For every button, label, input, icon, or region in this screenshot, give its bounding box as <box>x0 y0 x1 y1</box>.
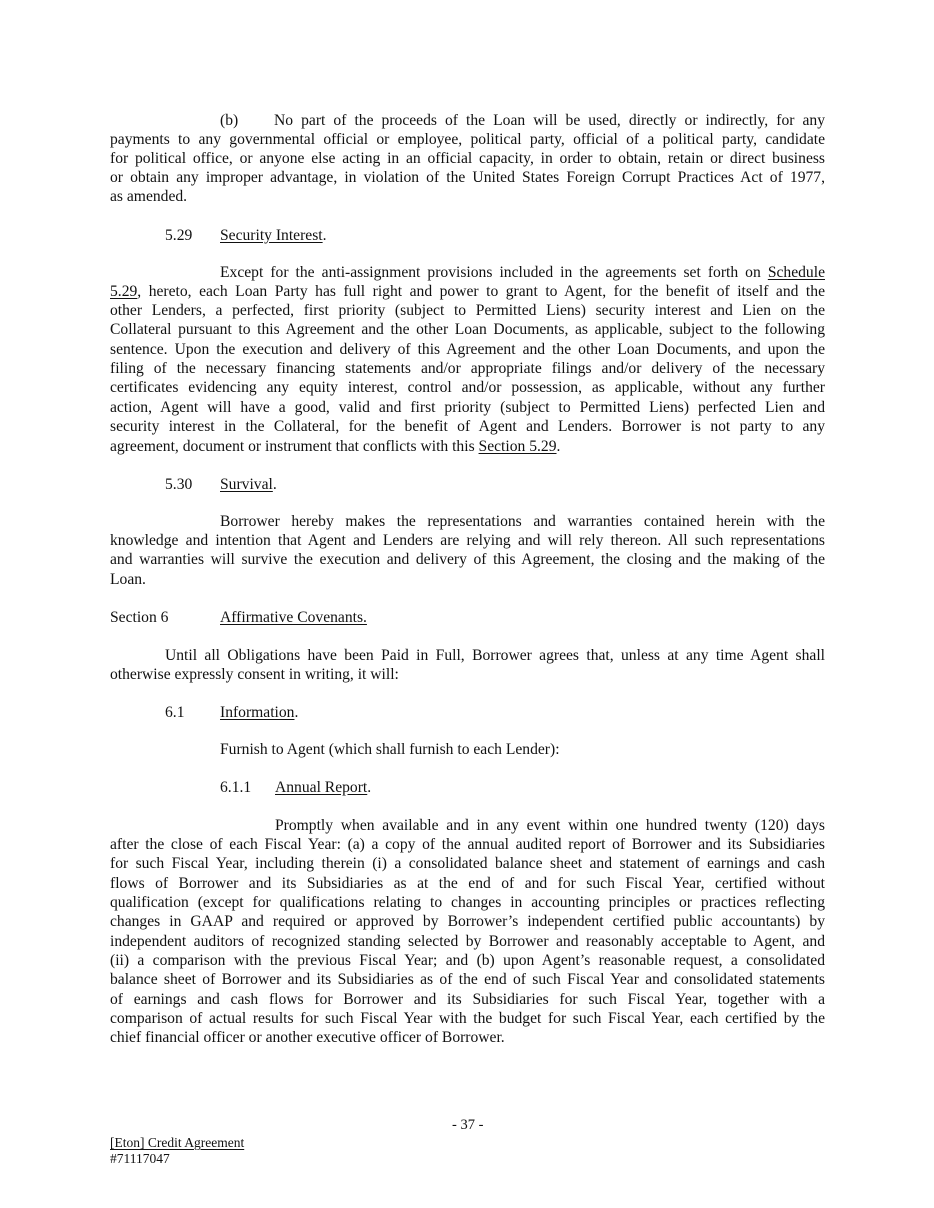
clause-b-line-4: or obtain any improper advantage, in violation of the United States Foreign Corrupt Practices Act of 1977, <box>110 169 825 186</box>
sec-6-1-1-line-7: independent auditors of recognized standing selected by Borrower and reasonably acceptable to Agent, and <box>110 933 825 950</box>
section-heading-6-1: Information. <box>220 704 299 721</box>
section-heading-6-1-1: Annual Report. <box>275 779 372 796</box>
section-number-6-1-1: 6.1.1 <box>220 779 252 796</box>
section-title-survival: Survival <box>220 476 273 493</box>
section-6-title: Affirmative Covenants. <box>220 609 367 626</box>
section-6-label: Section 6 <box>110 609 169 626</box>
section-6-intro-line-2: otherwise expressly consent in writing, it will: <box>110 666 399 683</box>
section-title-security-interest: Security Interest <box>220 227 323 244</box>
section-6-intro-line-1: Until all Obligations have been Paid in Full, Borrower agrees that, unless at any time Agent shall <box>165 647 825 664</box>
sec-5-30-line-1: Borrower hereby makes the representations and warranties contained herein with the <box>220 513 825 530</box>
schedule-5-29-link: Schedule <box>767 264 825 281</box>
sec-5-29-line-8: action, Agent will have a good, valid and first priority (subject to Permitted Liens) perfected Lien and <box>110 399 825 416</box>
sec-5-29-line-5: sentence. Upon the execution and delivery of this Agreement and the other Loan Documents, and upon the <box>110 341 825 358</box>
sec-6-1-1-line-8: (ii) a comparison with the previous Fiscal Year; and (b) upon Agent’s reasonable request, a consolidated <box>110 952 825 969</box>
sec-6-1-1-line-2: after the close of each Fiscal Year: (a) a copy of the annual audited report of Borrower and its Subsidiaries <box>110 836 825 853</box>
sec-5-29-line-6: filing of the necessary financing statements and/or appropriate filings and/or delivery of the necessary <box>110 360 825 377</box>
sec-6-1-1-line-3: for such Fiscal Year, including therein (i) a consolidated balance sheet and statement of earnings and cash <box>110 855 825 872</box>
clause-b-line-1: No part of the proceeds of the Loan will be used, directly or indirectly, for any <box>274 112 825 129</box>
sec-6-1-1-line-5: qualification (except for qualifications relating to changes in accounting principles or practices reflecting <box>110 894 825 911</box>
sec-5-30-line-4: Loan. <box>110 571 146 588</box>
section-number-6-1: 6.1 <box>165 704 185 721</box>
sec-6-1-1-line-1: Promptly when available and in any event within one hundred twenty (120) days <box>275 817 825 834</box>
section-5-29-ref: Section 5.29 <box>478 438 557 455</box>
sec-5-29-line-9: security interest in the Collateral, for the benefit of Agent and Lenders. Borrower is not party to any <box>110 418 825 435</box>
schedule-5-29-ref: 5.29 <box>110 283 138 300</box>
sec-5-29-line-4: Collateral pursuant to this Agreement and the other Loan Documents, as applicable, subject to the following <box>110 321 825 338</box>
sec-6-1-1-line-6: changes in GAAP and required or approved by Borrower’s independent certified public accountants) by <box>110 913 825 930</box>
section-number-5-29: 5.29 <box>165 227 193 244</box>
section-heading-5-29: Security Interest. <box>220 227 327 244</box>
footer-doc-number: #71117047 <box>110 1151 170 1166</box>
sec-5-29-line-7: certificates evidencing any equity interest, control and/or possession, as applicable, without any further <box>110 379 825 396</box>
sec-5-29-line-3: other Lenders, a perfected, first priority (subject to Permitted Liens) security interest and Lien on the <box>110 302 825 319</box>
sec-5-29-line-1: Except for the anti-assignment provisions included in the agreements set forth on Schedule <box>220 264 825 281</box>
clause-b-line-2: payments to any governmental official or employee, political party, official of a political party, candidate <box>110 131 825 148</box>
sec-6-1-1-line-9: balance sheet of Borrower and its Subsidiaries as of the end of such Fiscal Year and consolidated statements <box>110 971 825 988</box>
section-heading-5-30: Survival. <box>220 476 277 493</box>
sec-5-30-line-2: knowledge and intention that Agent and Lenders are relying and will rely thereon. All such representations <box>110 532 825 549</box>
clause-b-line-5: as amended. <box>110 188 188 205</box>
section-title-annual-report: Annual Report <box>275 779 368 796</box>
clause-label-b: (b) <box>220 112 239 129</box>
sec-6-1-1-line-12: chief financial officer or another executive officer of Borrower. <box>110 1029 505 1046</box>
sec-6-1-1-line-11: comparison of actual results for such Fiscal Year with the budget for such Fiscal Year, each certified by the <box>110 1010 825 1027</box>
section-number-5-30: 5.30 <box>165 476 193 493</box>
sec-5-30-line-3: and warranties will survive the execution and delivery of this Agreement, the closing and the making of the <box>110 551 825 568</box>
page-number: - 37 - <box>452 1117 484 1133</box>
sec-6-1-body: Furnish to Agent (which shall furnish to each Lender): <box>220 741 560 758</box>
section-title-information: Information <box>220 704 295 721</box>
sec-6-1-1-line-4: flows of Borrower and its Subsidiaries as at the end of and for such Fiscal Year, certified without <box>110 875 825 892</box>
sec-5-29-line-2: 5.29, hereto, each Loan Party has full right and power to grant to Agent, for the benefit of itself and the <box>110 283 825 300</box>
sec-5-29-line-10: agreement, document or instrument that conflicts with this Section 5.29. <box>110 438 561 455</box>
sec-6-1-1-line-10: of earnings and cash flows for Borrower and its Subsidiaries for such Fiscal Year, together with a <box>110 991 825 1008</box>
clause-b-line-3: for political office, or anyone else acting in an official capacity, in order to obtain, retain or direct business <box>110 150 825 167</box>
footer-doc-title: [Eton] Credit Agreement <box>110 1135 245 1150</box>
